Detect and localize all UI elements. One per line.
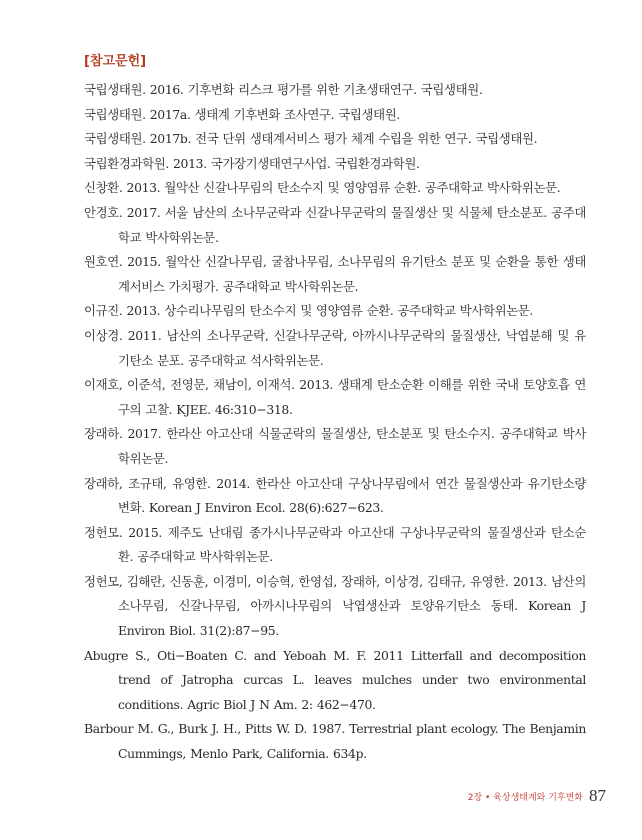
- reference-item: 장래하. 2017. 한라산 아고산대 식물군락의 물질생산, 탄소분포 및 탄소수지. 공주대학교 박사학위논문.: [84, 426, 586, 466]
- reference-list: [84, 78, 586, 767]
- reference-item: 이규진. 2013. 상수리나무림의 탄소수지 및 영양염류 순환. 공주대학교 박사학위논문.: [84, 303, 534, 319]
- chapter-label: 2장 • 육상생태계와 기후변화: [467, 792, 583, 803]
- reference-item: 장래하, 조규태, 유영한. 2014. 한라산 아고산대 구상나무림에서 연간 물질생산과 유기탄소량 변화. Korean J Environ Ecol. 28(6):627−623.: [84, 475, 586, 516]
- reference-item: 정헌모, 김해란, 신동훈, 이경미, 이승혁, 한영섭, 장래하, 이상경, 김태규, 유영한. 2013. 남산의 소나무림, 신갈나무림, 아까시나무림의 낙엽생산과 토양유기탄소 동태. Korean J Environ Biol. 31(2):87−95.: [84, 573, 586, 639]
- reference-item: 국립생태원. 2017b. 전국 단위 생태계서비스 평가 체계 수립을 위한 연구. 국립생태원.: [84, 131, 538, 147]
- reference-item: 이상경. 2011. 남산의 소나무군락, 신갈나무군락, 아까시나무군락의 물질생산, 낙엽분해 및 유기탄소 분포. 공주대학교 석사학위논문.: [84, 327, 586, 368]
- reference-item: Abugre S., Oti−Boaten C. and Yeboah M. F. 2011 Litterfall and decomposition trend of Jatropha curcas L. leaves mulches under two environmental conditions. Agric Biol J N Am. 2: 462−470.: [84, 647, 586, 712]
- reference-item: 신창환. 2013. 월악산 신갈나무림의 탄소수지 및 영양염류 순환. 공주대학교 박사학위논문.: [84, 180, 561, 196]
- page-number: 87: [589, 786, 606, 805]
- references-heading: [참고문헌]: [84, 54, 147, 69]
- reference-item: 이재호, 이준석, 전영문, 채남이, 이재석. 2013. 생태계 탄소순환 이해를 위한 국내 토양호흡 연구의 고찰. KJEE. 46:310−318.: [84, 377, 586, 417]
- reference-item: 원호연. 2015. 월악산 신갈나무림, 굴참나무림, 소나무림의 유기탄소 분포 및 순환을 통한 생태계서비스 가치평가. 공주대학교 박사학위논문.: [84, 254, 586, 294]
- reference-item: 국립생태원. 2017a. 생태계 기후변화 조사연구. 국립생태원.: [84, 106, 400, 122]
- page-footer: [468, 786, 606, 806]
- reference-item: Barbour M. G., Burk J. H., Pitts W. D. 1987. Terrestrial plant ecology. The Benjamin Cummings, Menlo Park, California. 634p.: [84, 721, 586, 762]
- reference-item: 국립환경과학원. 2013. 국가장기생태연구사업. 국립환경과학원.: [84, 155, 420, 171]
- reference-item: 국립생태원. 2016. 기후변화 리스크 평가를 위한 기초생태연구. 국립생태원.: [84, 82, 483, 97]
- reference-item: 안경호. 2017. 서울 남산의 소나무군락과 신갈나무군락의 물질생산 및 식물체 탄소분포. 공주대학교 박사학위논문.: [84, 204, 586, 245]
- reference-item: 정헌모. 2015. 제주도 난대림 종가시나무군락과 아고산대 구상나무군락의 물질생산과 탄소순환. 공주대학교 박사학위논문.: [84, 524, 586, 565]
